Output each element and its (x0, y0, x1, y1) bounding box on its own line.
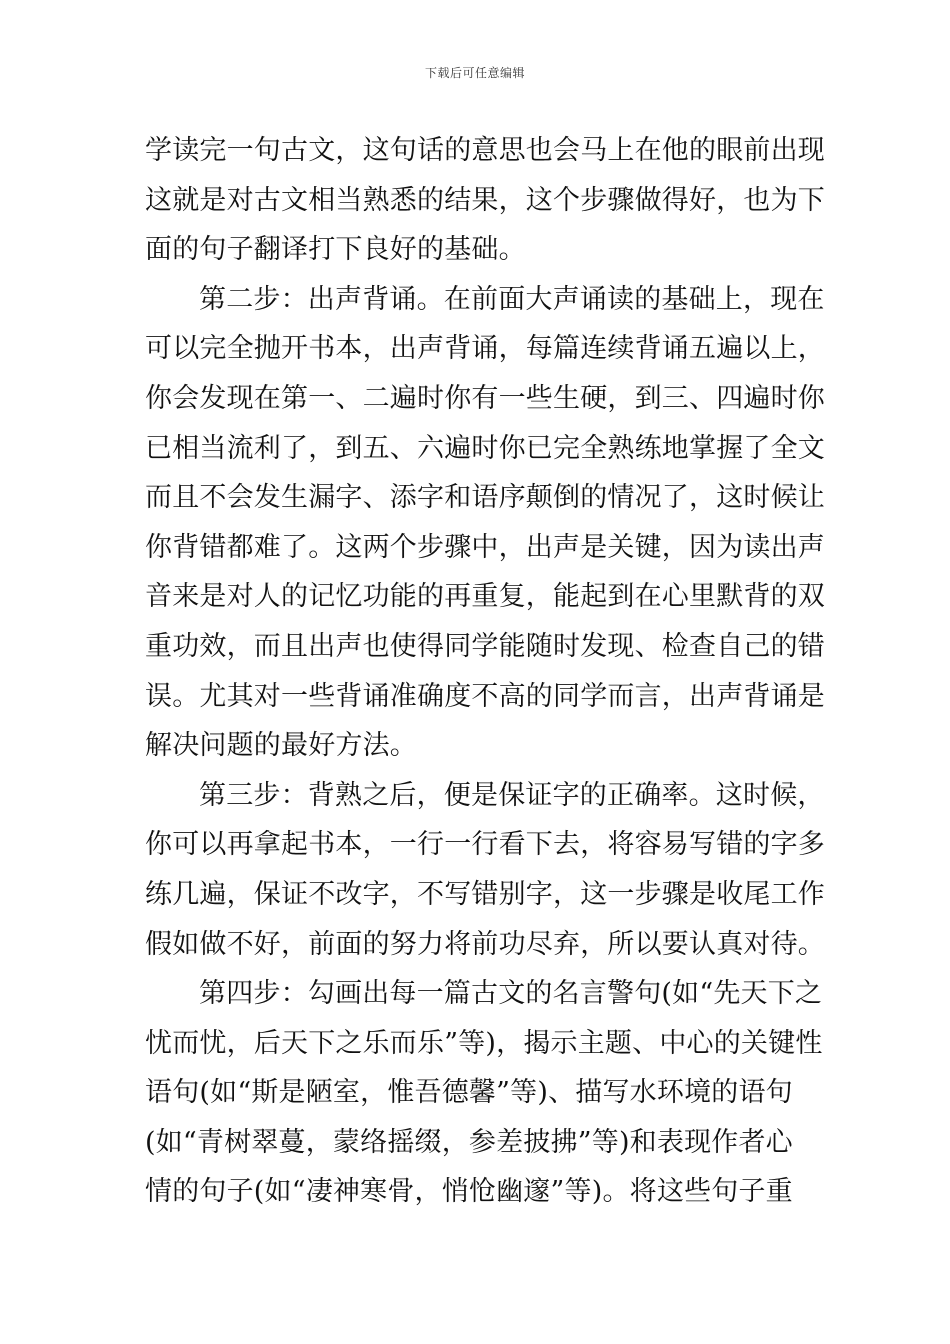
text-line: 语句(如“斯是陋室，惟吾德馨”等)、描写水环境的语句 (145, 1077, 793, 1109)
text-line: 学读完一句古文，这句话的意思也会马上在他的眼前出现 (145, 135, 825, 166)
text-line: 而且不会发生漏字、添字和语序颠倒的情况了，这时候让 (145, 482, 825, 514)
text-line: (如“青树翠蔓，蒙络摇缀，参差披拂”等)和表现作者心 (145, 1126, 793, 1158)
text-line: 你可以再拿起书本，一行一行看下去，将容易写错的字多 (145, 829, 825, 861)
text-line: 可以完全抛开书本，出声背诵，每篇连续背诵五遍以上， (145, 333, 825, 365)
text-line: 练几遍，保证不改字，不写错别字，这一步骤是收尾工作 (145, 878, 825, 910)
paragraph-start-line: 第二步：出声背诵。在前面大声诵读的基础上，现在 (199, 283, 825, 315)
text-line: 音来是对人的记忆功能的再重复，能起到在心里默背的双 (145, 581, 825, 613)
text-line: 这就是对古文相当熟悉的结果，这个步骤做得好，也为下 (145, 184, 825, 216)
text-line: 情的句子(如“凄神寒骨，悄怆幽邃”等)。将这些句子重 (145, 1176, 793, 1208)
text-line: 面的句子翻译打下良好的基础。 (145, 234, 526, 266)
body-text (145, 126, 825, 1217)
paragraph-start-line: 第四步：勾画出每一篇古文的名言警句(如“先天下之 (199, 978, 823, 1010)
text-line: 重功效，而且出声也使得同学能随时发现、检查自己的错 (145, 630, 825, 662)
text-line: 你会发现在第一、二遍时你有一些生硬，到三、四遍时你 (145, 382, 825, 414)
text-line: 你背错都难了。这两个步骤中，出声是关键，因为读出声 (145, 531, 825, 563)
text-line: 误。尤其对一些背诵准确度不高的同学而言，出声背诵是 (145, 680, 825, 712)
page-header: 下载后可任意编辑 (424, 66, 525, 80)
text-line: 已相当流利了，到五、六遍时你已完全熟练地掌握了全文 (145, 432, 825, 464)
paragraph-start-line: 第三步：背熟之后，便是保证字的正确率。这时候， (199, 779, 825, 811)
text-line: 解决问题的最好方法。 (145, 730, 417, 762)
text-line: 假如做不好，前面的努力将前功尽弃，所以要认真对待。 (145, 928, 825, 960)
text-line: 忧而忧，后天下之乐而乐”等)，揭示主题、中心的关键性 (145, 1027, 823, 1059)
